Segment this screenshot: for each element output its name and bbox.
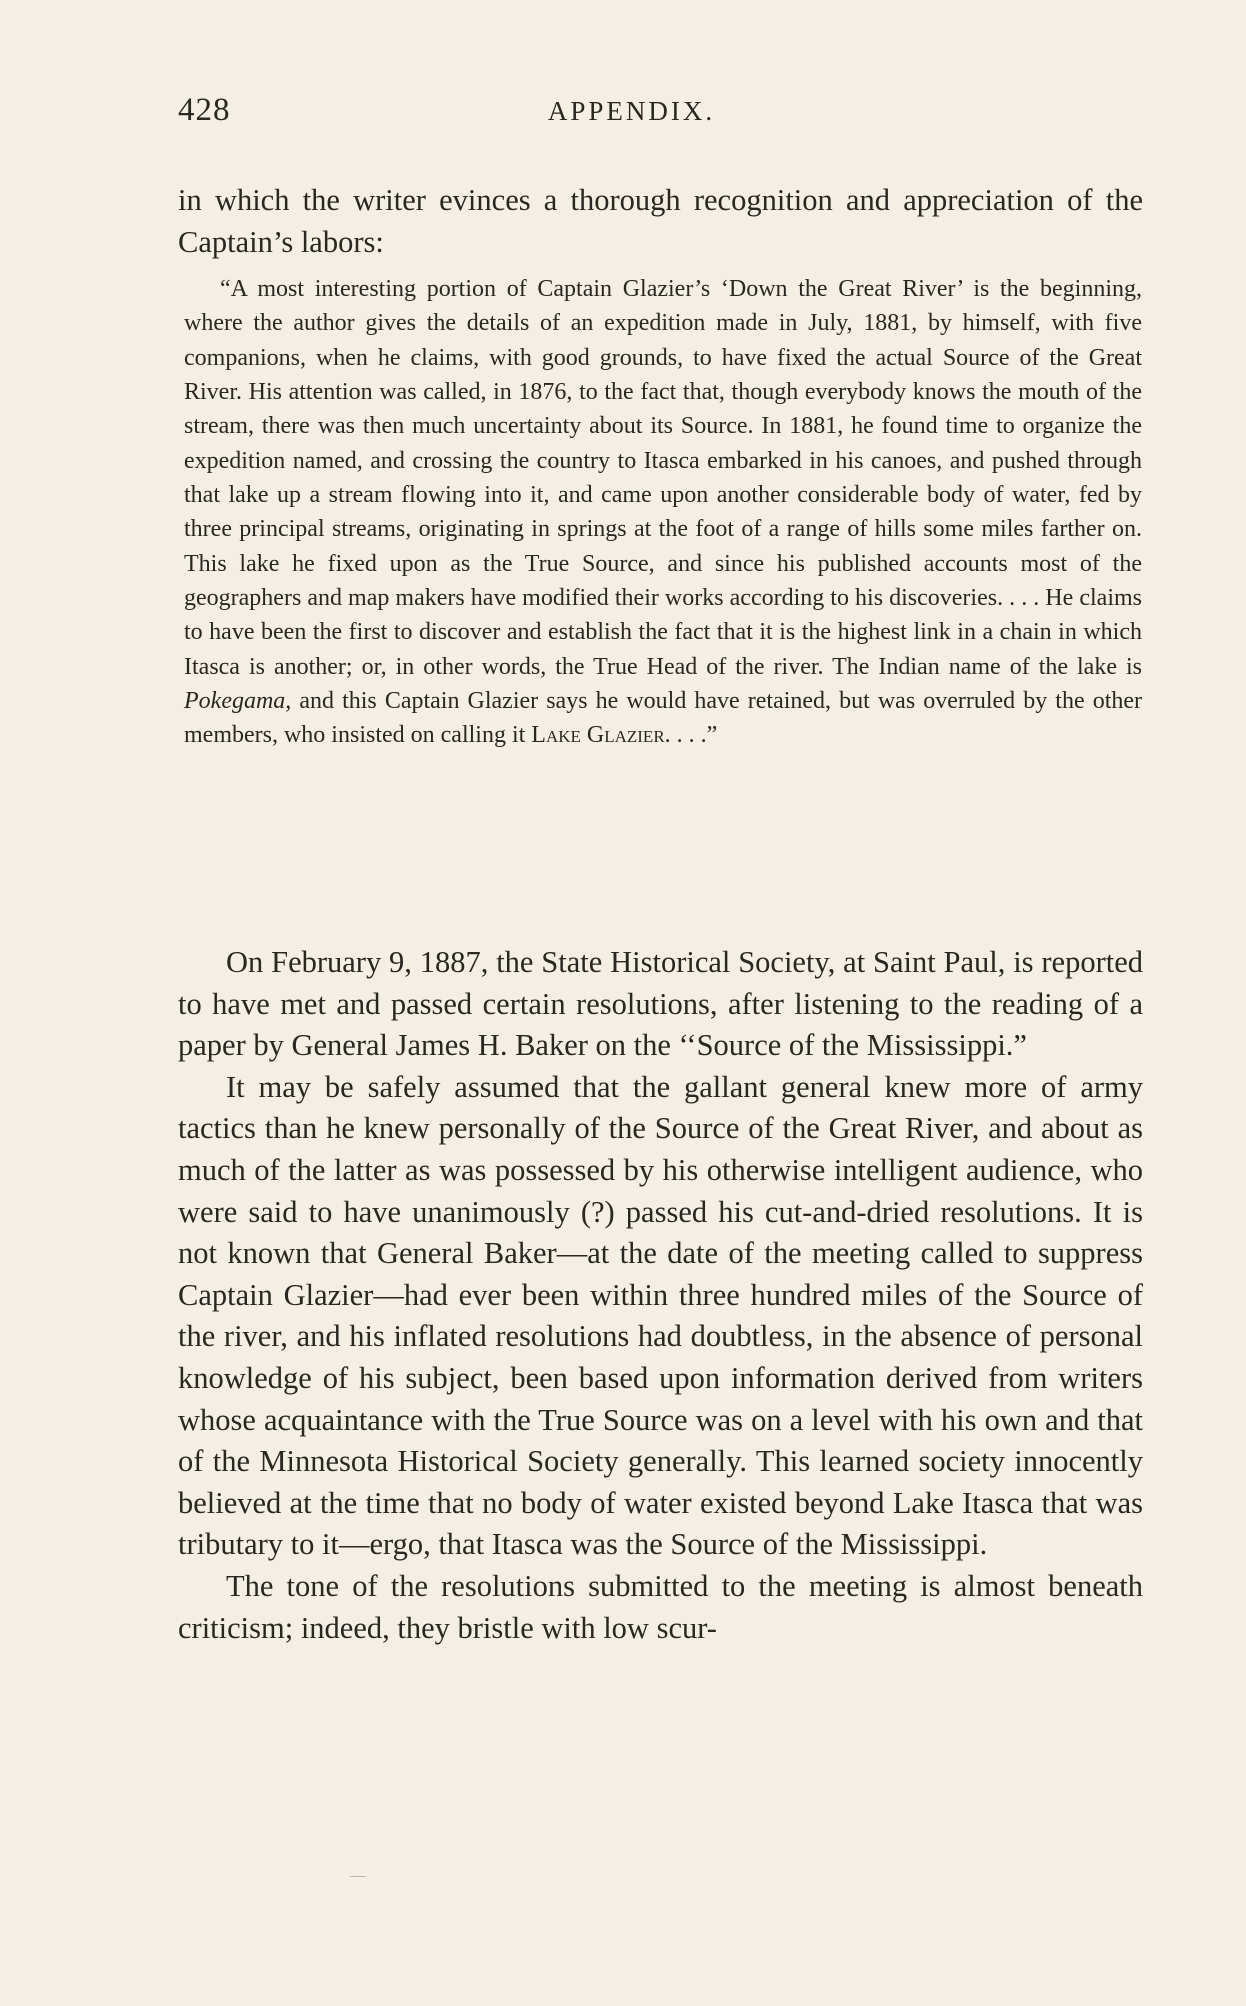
- block-quote: [184, 272, 1142, 753]
- page-number: 428: [178, 92, 231, 128]
- paragraph: It may be safely assumed that the gallant general knew more of army tactics than he knew personally of the Source of the Great River, and about as much of the latter as was possessed by his otherwise intelligent audience, who were said to have unanimously (?) passed his cut-and-dried resolutions. It is not known that General Baker—at the date of the meeting called to suppress Captain Glazier—had ever been within three hundred miles of the Source of the river, and his inflated resolutions had doubtless, in the absence of personal knowledge of his subject, been based upon information derived from writers whose acquaintance with the True Source was on a level with his own and that of the Minnesota Historical Society generally. This learned society innocently believed at the time that no body of water existed beyond Lake Itasca that was tributary to it—ergo, that Itasca was the Source of the Mississippi.: [178, 1069, 1143, 1562]
- footer-mark: [350, 1876, 366, 1877]
- body-paragraphs: [178, 942, 1143, 1649]
- paragraph: The tone of the resolutions submitted to the meeting is almost beneath criticism; indeed, they bristle with low scur-: [178, 1568, 1143, 1645]
- quote-text-3: . . . .”: [664, 722, 718, 749]
- quote-text-1: “A most interesting portion of Captain Glazier’s ‘Down the Great River’ is the beginning, where the author gives the details of an expedition made in July, 1881, by himself, with five companions, when he claims, with good grounds, to have fixed the actual Source of the Great River. His attention was called, in 1876, to the fact that, though everybody knows the mouth of the stream, there was then much uncertainty about its Source. In 1881, he found time to organize the expedition named, and crossing the country to Itasca embarked in his canoes, and pushed through that lake up a stream flowing into it, and came upon another considerable body of water, fed by three principal streams, originating in springs at the foot of a range of hills some miles farther on. This lake he fixed upon as the True Source, and since his published accounts most of the geographers and map makers have modified their works according to his discoveries. . . . He claims to have been the first to discover and establish the fact that it is the highest link in a chain in which Itasca is another; or, in other words, the True Head of the river. The Indian name of the lake is: [184, 276, 1142, 680]
- page-header: [178, 92, 1065, 142]
- running-head: APPENDIX.: [547, 96, 716, 126]
- paragraph: On February 9, 1887, the State Historical Society, at Saint Paul, is reported to have met and passed certain resolutions, after listening to the reading of a paper by General James H. Baker on the ‘‘Source of the Mississippi.”: [178, 945, 1143, 1063]
- intro-paragraph-block: [178, 180, 1143, 263]
- intro-paragraph: in which the writer evinces a thorough recognition and appreciation of the Captain’s labors:: [178, 183, 1143, 259]
- quote-italic-text: Pokegama,: [184, 688, 292, 715]
- quote-text-2: and this Captain Glazier says he would have retained, but was overruled by the other members, who insisted on calling it: [184, 688, 1142, 749]
- quote-small-caps-text: Lake Glazier: [531, 722, 665, 749]
